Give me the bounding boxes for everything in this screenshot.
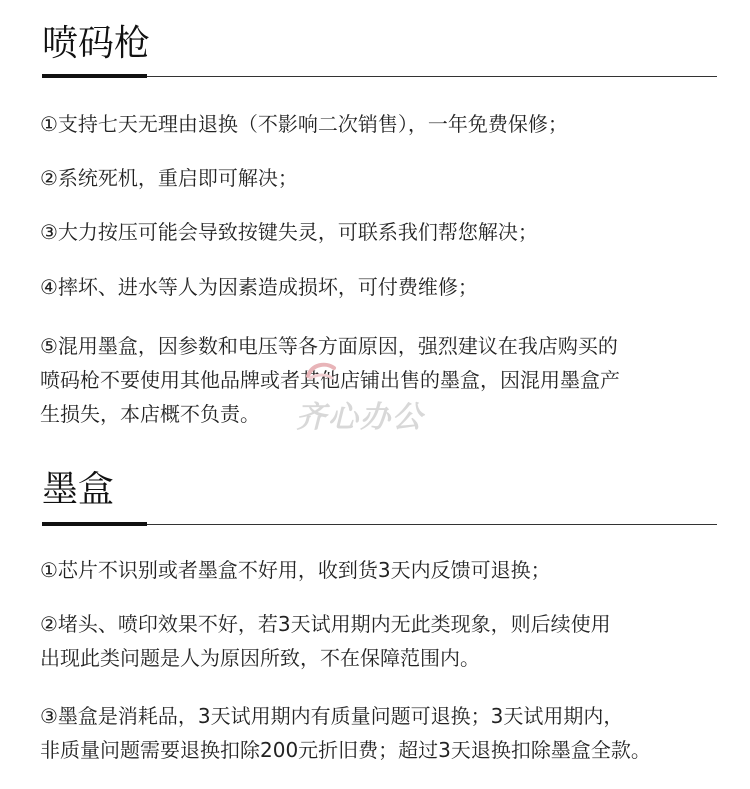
section-divider-accent [42, 74, 147, 78]
policy-item: ②系统死机，重启即可解决； [40, 166, 298, 190]
policy-item: ③墨盒是消耗品，3天试用期内有质量问题可退换；3天试用期内， 非质量问题需要退换扣除200元折旧费；超过3天退换扣除墨盒全款。 [40, 704, 651, 762]
policy-item: ①芯片不识别或者墨盒不好用，收到货3天内反馈可退换； [40, 558, 551, 582]
watermark-text: 齐心办公 [296, 400, 424, 435]
policy-item: ①支持七天无理由退换（不影响二次销售），一年免费保修； [40, 112, 568, 136]
section-divider-accent [42, 522, 147, 526]
policy-item: ②堵头、喷印效果不好，若3天试用期内无此类现象，则后续使用 出现此类问题是人为原因所致，不在保障范围内。 [40, 612, 611, 670]
policy-item: ③大力按压可能会导致按键失灵，可联系我们帮您解决； [40, 220, 538, 244]
policy-item: ④摔坏、进水等人为因素造成损坏，可付费维修； [40, 275, 478, 299]
policy-item: ⑤混用墨盒，因参数和电压等各方面原因，强烈建议在我店购买的 喷码枪不要使用其他品牌或者其他店铺出售的墨盒，因混用墨盒产 生损失，本店概不负责。 [40, 334, 620, 426]
section-title-ink-cartridge: 墨盒 [42, 469, 115, 510]
section-title-spray-gun: 喷码枪 [42, 23, 151, 64]
